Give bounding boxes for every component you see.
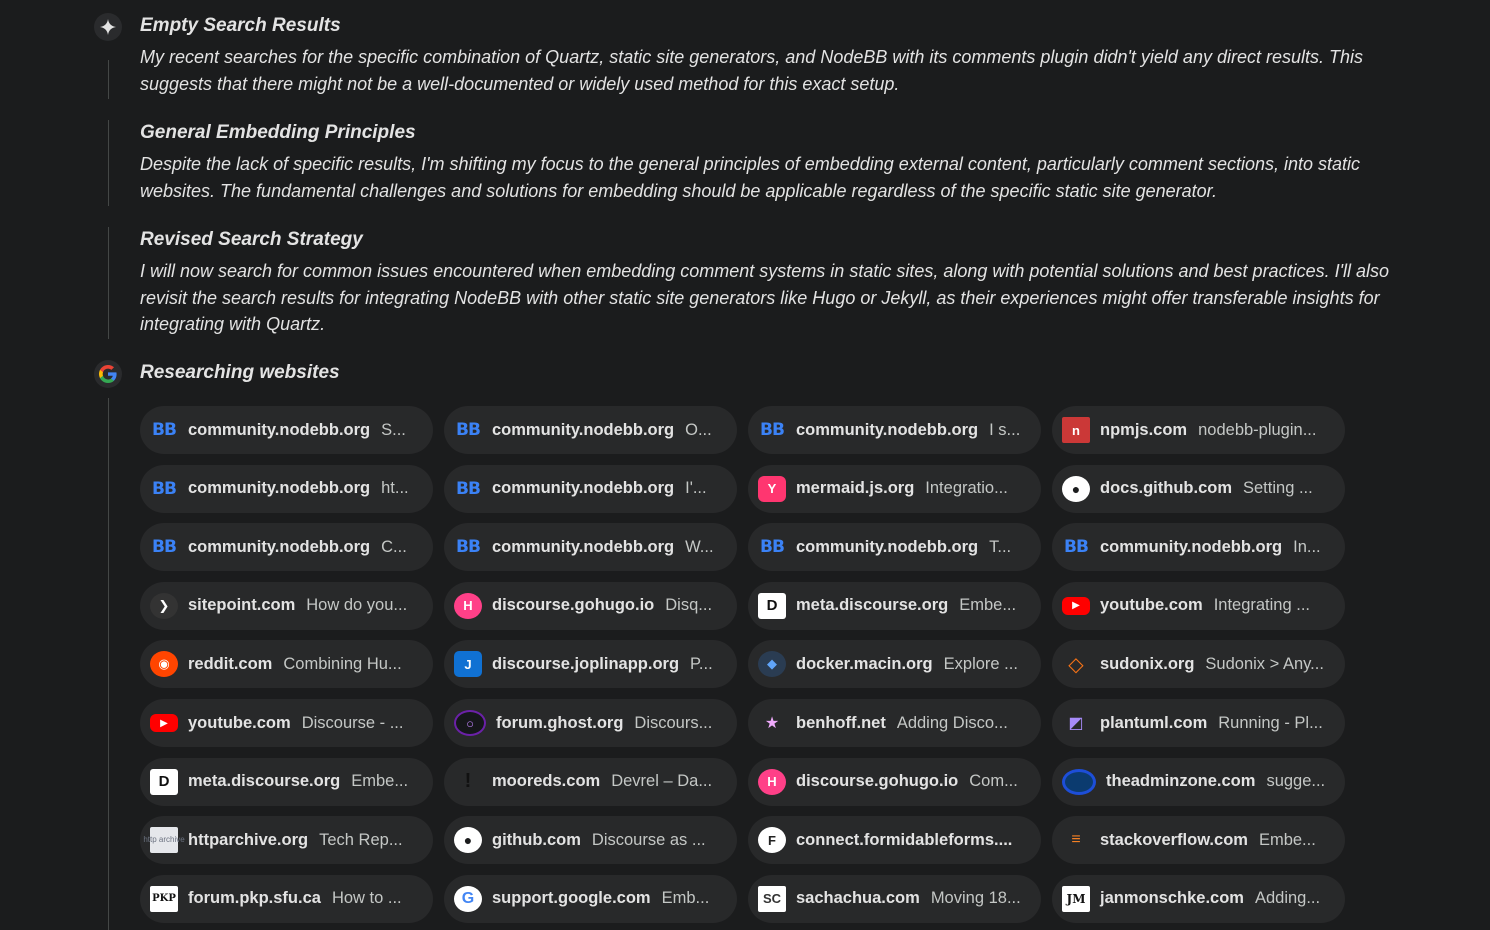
- source-chip[interactable]: [444, 875, 737, 923]
- discourse-icon: D: [758, 593, 786, 619]
- thought-title: General Embedding Principles: [140, 122, 416, 143]
- source-domain: discourse.gohugo.io: [492, 596, 655, 615]
- source-chip[interactable]: [1052, 465, 1345, 513]
- google-marker: [94, 360, 122, 388]
- source-chip[interactable]: [1052, 816, 1345, 864]
- source-chip[interactable]: [444, 816, 737, 864]
- thought-body: My recent searches for the specific combination of Quartz, static site generators, and NodeBB with its comments plugin didn't yield any direct results. This suggests that there might not be a well-documented or widely used method for this exact setup.: [140, 47, 1363, 94]
- nodebb-icon: BB: [1064, 537, 1088, 558]
- source-description: ht...: [381, 479, 409, 498]
- source-description: How do you...: [306, 596, 408, 615]
- source-domain: npmjs.com: [1100, 420, 1188, 439]
- source-description: Moving 18...: [930, 889, 1021, 908]
- source-chip[interactable]: [1052, 699, 1345, 747]
- source-domain: benhoff.net: [796, 713, 886, 732]
- source-domain: community.nodebb.org: [492, 537, 675, 556]
- source-domain: docs.github.com: [1100, 479, 1232, 498]
- source-description: Disq...: [665, 596, 713, 615]
- source-description: T...: [989, 537, 1012, 556]
- source-description: Sudonix > Any...: [1205, 654, 1324, 673]
- hugo-icon: H: [758, 769, 786, 795]
- source-chip[interactable]: [140, 465, 433, 513]
- source-domain: sachachua.com: [796, 889, 920, 908]
- source-chip[interactable]: [140, 758, 433, 806]
- source-description: Integrating ...: [1213, 596, 1310, 615]
- source-domain: community.nodebb.org: [1100, 537, 1283, 556]
- sitepoint-icon: ❯: [150, 593, 178, 619]
- hugo-icon: H: [454, 593, 482, 619]
- source-description: Adding...: [1254, 889, 1321, 908]
- npm-icon: n: [1062, 417, 1090, 443]
- source-domain: support.google.com: [492, 889, 651, 908]
- source-domain: discourse.gohugo.io: [796, 772, 959, 791]
- source-description: Com...: [969, 772, 1018, 791]
- source-description: S...: [381, 420, 406, 439]
- source-description: Discourse as ...: [591, 830, 706, 849]
- source-description: nodebb-plugin...: [1198, 420, 1317, 439]
- source-chip[interactable]: [1052, 523, 1345, 571]
- source-domain: meta.discourse.org: [796, 596, 949, 615]
- nodebb-icon: BB: [152, 478, 176, 499]
- source-domain: community.nodebb.org: [188, 537, 371, 556]
- thought-block: [140, 227, 1440, 338]
- youtube-icon: ▶: [1062, 597, 1090, 615]
- source-chip[interactable]: [444, 406, 737, 454]
- source-chip[interactable]: [748, 523, 1041, 571]
- source-chip[interactable]: [1052, 406, 1345, 454]
- source-description: I'...: [685, 479, 707, 498]
- thought-title: Revised Search Strategy: [140, 229, 363, 250]
- pkp-icon: PKP: [150, 886, 178, 912]
- httparchive-icon: http archive: [150, 827, 178, 853]
- source-chip[interactable]: [748, 758, 1041, 806]
- ghost-icon: ○: [454, 710, 486, 736]
- thought-block: [140, 120, 1440, 204]
- source-chip[interactable]: [748, 816, 1041, 864]
- plantuml-icon: ◩: [1068, 715, 1084, 732]
- source-description: Tech Rep...: [319, 830, 403, 849]
- source-domain: httparchive.org: [188, 830, 309, 849]
- source-chip[interactable]: [444, 582, 737, 630]
- source-description: Running - Pl...: [1218, 713, 1323, 732]
- source-description: Setting ...: [1243, 479, 1313, 498]
- source-description: Embe...: [1258, 830, 1316, 849]
- nodebb-icon: BB: [152, 537, 176, 558]
- nodebb-icon: BB: [152, 420, 176, 440]
- source-domain: theadminzone.com: [1106, 772, 1256, 791]
- source-chip[interactable]: [1052, 582, 1345, 630]
- source-chip[interactable]: [748, 582, 1041, 630]
- source-chip[interactable]: [748, 406, 1041, 454]
- nodebb-icon: BB: [456, 537, 480, 558]
- source-domain: sitepoint.com: [188, 596, 296, 615]
- source-chip[interactable]: [1052, 758, 1345, 806]
- source-description: Embe...: [351, 772, 409, 791]
- thought-rail: [108, 120, 109, 206]
- thought-block: [140, 13, 1440, 97]
- sudonix-icon: ◇: [1068, 653, 1084, 676]
- source-chip[interactable]: [748, 465, 1041, 513]
- source-chip[interactable]: [140, 582, 433, 630]
- source-chip[interactable]: [1052, 640, 1345, 688]
- source-description: Discourse - ...: [301, 713, 404, 732]
- source-domain: youtube.com: [188, 713, 291, 732]
- research-rail: [108, 398, 109, 930]
- adminzone-icon: [1062, 769, 1096, 795]
- source-chip[interactable]: [444, 758, 737, 806]
- github-icon: ●: [454, 827, 482, 853]
- source-domain: youtube.com: [1100, 596, 1203, 615]
- source-chip[interactable]: [748, 875, 1041, 923]
- source-domain: connect.formidableforms....: [796, 830, 1013, 849]
- source-chip[interactable]: [748, 699, 1041, 747]
- thought-body: I will now search for common issues encountered when embedding comment systems in static sites, along with potential solutions and best practices. I'll also revisit the search results for integrating NodeBB with other static site generators like Hugo or Jekyll, as their experiences might offer transferable insights for integrating with Quartz.: [140, 261, 1390, 335]
- source-description: sugge...: [1266, 772, 1326, 791]
- sparkle-marker: [94, 13, 122, 41]
- source-description: C...: [381, 537, 407, 556]
- source-domain: community.nodebb.org: [188, 420, 371, 439]
- source-domain: community.nodebb.org: [492, 420, 675, 439]
- source-chip[interactable]: [140, 875, 433, 923]
- source-chip[interactable]: [444, 699, 737, 747]
- source-chip[interactable]: [1052, 875, 1345, 923]
- source-domain: janmonschke.com: [1100, 889, 1244, 908]
- thought-rail: [108, 227, 109, 339]
- source-domain: community.nodebb.org: [188, 479, 371, 498]
- source-domain: plantuml.com: [1100, 713, 1208, 732]
- google-icon: G: [454, 886, 482, 912]
- source-domain: forum.pkp.sfu.ca: [188, 889, 321, 908]
- source-domain: mooreds.com: [492, 772, 601, 791]
- docker-icon: ◆: [758, 651, 786, 677]
- source-domain: community.nodebb.org: [492, 479, 675, 498]
- github-icon: ●: [1062, 476, 1090, 502]
- source-chip[interactable]: [444, 640, 737, 688]
- source-description: I s...: [989, 420, 1021, 439]
- source-domain: stackoverflow.com: [1100, 830, 1248, 849]
- nodebb-icon: BB: [456, 478, 480, 499]
- source-chip[interactable]: [748, 640, 1041, 688]
- thought-body: Despite the lack of specific results, I'm shifting my focus to the general principles of embedding external content, particularly comment sections, into static websites. The fundamental challenges and solutions for embedding should be applicable regardless of the specific static site generator.: [140, 154, 1361, 201]
- formidable-icon: F: [758, 827, 786, 853]
- source-description: Adding Disco...: [896, 713, 1008, 732]
- source-domain: forum.ghost.org: [496, 713, 624, 732]
- reddit-icon: ◉: [150, 651, 178, 677]
- source-chip[interactable]: [140, 816, 433, 864]
- sachachua-icon: SC: [758, 886, 786, 912]
- source-chip[interactable]: [444, 523, 737, 571]
- janmonschke-icon: JM: [1062, 886, 1090, 912]
- source-description: Combining Hu...: [283, 654, 402, 673]
- benhoff-icon: ★: [764, 715, 780, 732]
- source-chip[interactable]: [140, 523, 433, 571]
- source-description: Explore ...: [943, 654, 1018, 673]
- source-domain: github.com: [492, 830, 581, 849]
- mooreds-icon: !: [464, 770, 472, 793]
- sparkle-icon: [100, 19, 116, 35]
- source-chip[interactable]: [444, 465, 737, 513]
- source-description: Devrel – Da...: [611, 772, 713, 791]
- source-domain: docker.macin.org: [796, 654, 933, 673]
- discourse-icon: D: [150, 769, 178, 795]
- nodebb-icon: BB: [760, 420, 784, 440]
- source-description: In...: [1293, 537, 1321, 556]
- source-description: Embe...: [959, 596, 1017, 615]
- source-chip[interactable]: [140, 640, 433, 688]
- nodebb-icon: BB: [760, 537, 784, 558]
- youtube-icon: ▶: [150, 714, 178, 732]
- stackoverflow-icon: ≡: [1071, 831, 1081, 849]
- mermaid-icon: Y: [758, 476, 786, 502]
- google-icon: [99, 365, 117, 383]
- source-chip[interactable]: [140, 699, 433, 747]
- source-chip[interactable]: [140, 406, 433, 454]
- thought-title: Empty Search Results: [140, 15, 341, 36]
- research-title: Researching websites: [140, 362, 340, 383]
- source-domain: discourse.joplinapp.org: [492, 654, 680, 673]
- source-domain: reddit.com: [188, 654, 273, 673]
- source-domain: meta.discourse.org: [188, 772, 341, 791]
- source-description: Emb...: [661, 889, 710, 908]
- source-domain: sudonix.org: [1100, 654, 1195, 673]
- joplin-icon: J: [454, 651, 482, 677]
- source-description: Integratio...: [925, 479, 1008, 498]
- source-description: P...: [690, 654, 713, 673]
- source-domain: community.nodebb.org: [796, 537, 979, 556]
- thought-rail: [108, 60, 109, 99]
- source-description: O...: [685, 420, 712, 439]
- source-domain: community.nodebb.org: [796, 420, 979, 439]
- nodebb-icon: BB: [456, 420, 480, 440]
- source-description: How to ...: [331, 889, 402, 908]
- source-description: Discours...: [634, 713, 713, 732]
- source-description: W...: [685, 537, 714, 556]
- source-domain: mermaid.js.org: [796, 479, 915, 498]
